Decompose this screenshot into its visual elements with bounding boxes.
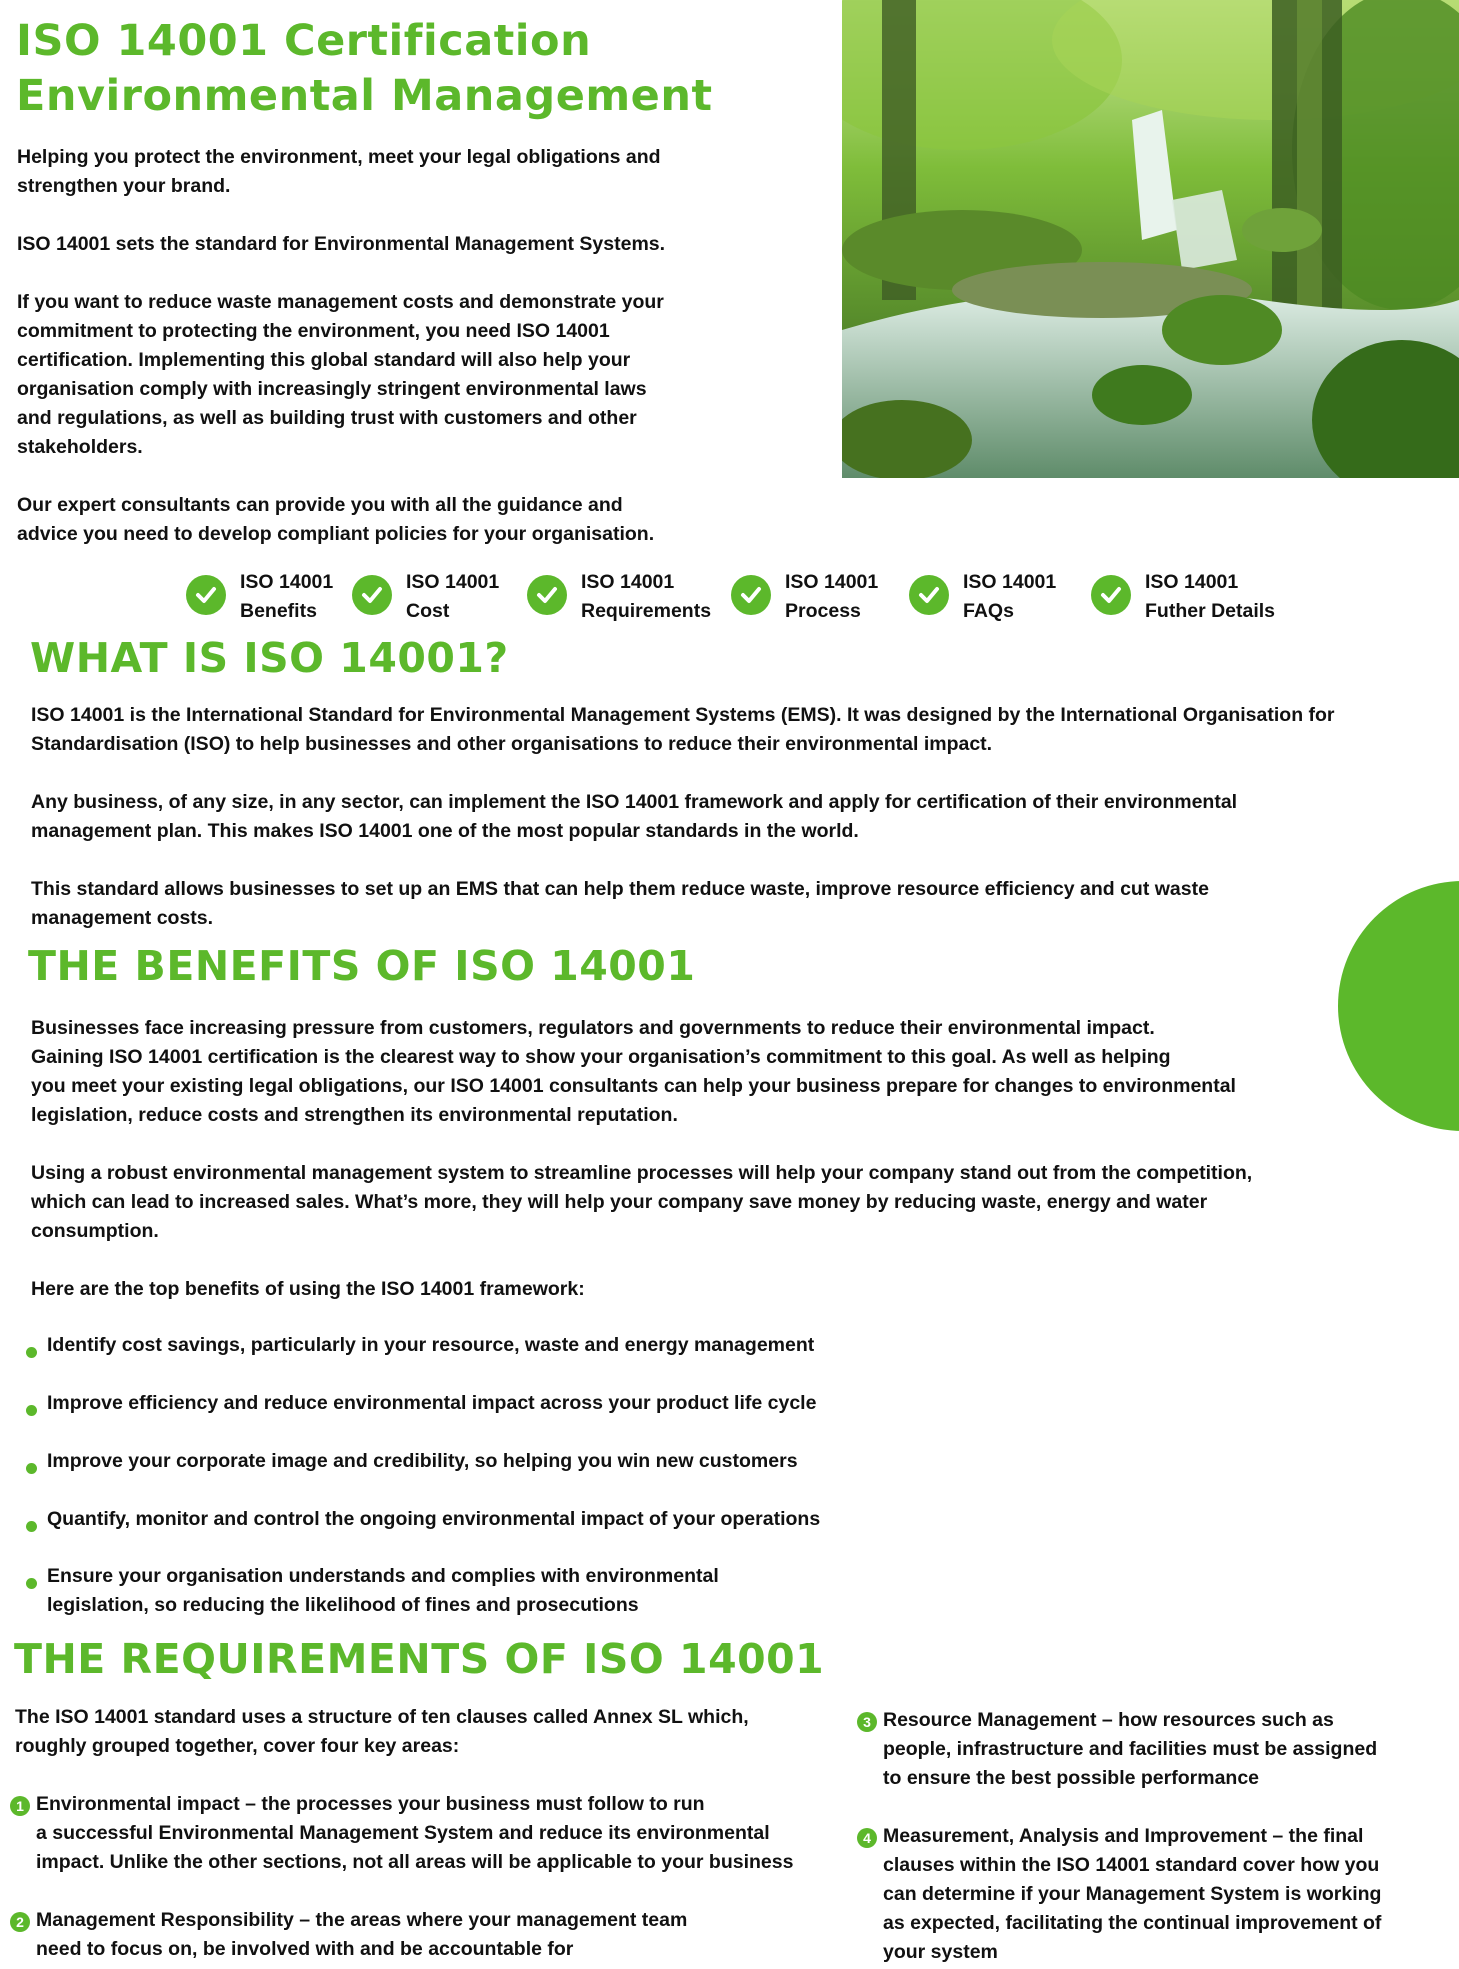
requirement-item xyxy=(857,1706,1377,1793)
check-icon xyxy=(909,575,949,615)
intro-paragraph: Our expert consultants can provide you with all the guidance and advice you need to develop compliant policies for your organisation. xyxy=(17,494,655,545)
what-is-paragraph: This standard allows businesses to set up an EMS that can help them reduce waste, improve resource efficiency and cut waste management costs. xyxy=(31,878,1209,929)
nav-item-process[interactable] xyxy=(731,568,878,626)
nav-item-label: ISO 14001 Requirements xyxy=(581,571,712,622)
check-icon xyxy=(527,575,567,615)
benefits-paragraph: Businesses face increasing pressure from customers, regulators and governments to reduce their environmental impact. Gaining ISO 14001 certification is the clearest way to show your organisation’s commitment to this goal. As well as helping you meet your existing legal obligations, our ISO 14001 consultants can help your business prepare for changes to environmental legislation, reduce costs and strengthen its environmental reputation. xyxy=(31,1017,1236,1126)
requirement-text: Measurement, Analysis and Improvement – the final clauses within the ISO 14001 standard cover how you can determine if your Management System is working as expected, facilitating the continual improvement of your system xyxy=(883,1825,1382,1963)
requirement-item xyxy=(10,1906,687,1964)
intro-paragraph: ISO 14001 sets the standard for Environmental Management Systems. xyxy=(17,233,666,255)
what-is-paragraph: Any business, of any size, in any sector, can implement the ISO 14001 framework and apply for certification of their environmental management plan. This makes ISO 14001 one of the most popular standards in the world. xyxy=(31,791,1238,842)
benefits-heading: THE BENEFITS OF ISO 14001 xyxy=(28,942,696,990)
requirement-text: Resource Management – how resources such as people, infrastructure and facilities must be assigned to ensure the best possible performance xyxy=(883,1709,1378,1789)
list-item xyxy=(26,1447,798,1476)
what-is-section xyxy=(31,701,1451,933)
bullet-dot-icon xyxy=(26,1405,37,1416)
title-line-2: Environmental Management xyxy=(16,71,713,121)
nav-item-cost[interactable] xyxy=(352,568,499,626)
bullet-dot-icon xyxy=(26,1463,37,1474)
number-4-icon: 4 xyxy=(857,1828,877,1848)
requirement-text: Management Responsibility – the areas where your management team need to focus on, be involved with and be accountable for xyxy=(36,1909,688,1960)
number-2-icon: 2 xyxy=(10,1912,30,1932)
nav-item-requirements[interactable] xyxy=(527,568,711,626)
check-icon xyxy=(731,575,771,615)
benefits-section xyxy=(31,1014,1411,1304)
bullet-text: Improve efficiency and reduce environmental impact across your product life cycle xyxy=(47,1392,817,1414)
what-is-heading: WHAT IS ISO 14001? xyxy=(30,634,509,682)
bullet-dot-icon xyxy=(26,1578,37,1589)
bullet-dot-icon xyxy=(26,1347,37,1358)
list-item xyxy=(26,1562,719,1620)
hero-waterfall-image xyxy=(842,0,1459,478)
number-1-icon: 1 xyxy=(10,1796,30,1816)
what-is-paragraph: ISO 14001 is the International Standard for Environmental Management Systems (EMS). It was designed by the International Organisation for Standardisation (ISO) to help businesses and other organisations to reduce their environmental impact. xyxy=(31,704,1335,755)
requirement-item xyxy=(857,1822,1381,1967)
requirement-text: Environmental impact – the processes your business must follow to run a successful Environmental Management System and reduce its environmental impact. Unlike the other sections, not all areas will be applicable to your business xyxy=(36,1793,794,1873)
list-item xyxy=(26,1331,814,1360)
intro-paragraph: If you want to reduce waste management costs and demonstrate your commitment to protecting the environment, you need ISO 14001 certification. Implementing this global standard will also help your organisation comply with increasingly stringent environmental laws and regulations, as well as building trust with customers and other stakeholders. xyxy=(17,291,664,458)
nav-item-faqs[interactable] xyxy=(909,568,1056,626)
nav-item-label: ISO 14001 Cost xyxy=(406,571,500,622)
benefits-paragraph: Here are the top benefits of using the ISO 14001 framework: xyxy=(31,1278,585,1300)
nav-item-benefits[interactable] xyxy=(186,568,333,626)
intro-section xyxy=(17,143,817,549)
benefits-paragraph: Using a robust environmental management system to streamline processes will help your company stand out from the competition, which can lead to increased sales. What’s more, they will help your company save money by reducing waste, energy and water consumption. xyxy=(31,1162,1253,1242)
section-nav xyxy=(0,568,1459,628)
bullet-text: Improve your corporate image and credibility, so helping you win new customers xyxy=(47,1450,798,1472)
intro-paragraph: Helping you protect the environment, meet your legal obligations and strengthen your brand. xyxy=(17,146,661,197)
check-icon xyxy=(1091,575,1131,615)
bullet-text: Quantify, monitor and control the ongoing environmental impact of your operations xyxy=(47,1508,821,1530)
check-icon xyxy=(352,575,392,615)
nav-item-label: ISO 14001 FAQs xyxy=(963,571,1057,622)
nav-item-further-details[interactable] xyxy=(1091,568,1275,626)
requirements-heading: THE REQUIREMENTS OF ISO 14001 xyxy=(14,1635,825,1683)
nav-item-label: ISO 14001 Benefits xyxy=(240,571,334,622)
page-title xyxy=(16,14,713,124)
list-item xyxy=(26,1389,816,1418)
bullet-dot-icon xyxy=(26,1521,37,1532)
check-icon xyxy=(186,575,226,615)
bullet-text: Ensure your organisation understands and complies with environmental legislation, so reducing the likelihood of fines and prosecutions xyxy=(47,1565,719,1616)
requirements-intro: The ISO 14001 standard uses a structure of ten clauses called Annex SL which, roughly grouped together, cover four key areas: xyxy=(15,1706,749,1757)
requirement-item xyxy=(10,1790,793,1877)
title-line-1: ISO 14001 Certification xyxy=(16,16,592,66)
nav-item-label: ISO 14001 Futher Details xyxy=(1145,571,1276,622)
nav-item-label: ISO 14001 Process xyxy=(785,571,879,622)
number-3-icon: 3 xyxy=(857,1712,877,1732)
bullet-text: Identify cost savings, particularly in your resource, waste and energy management xyxy=(47,1334,815,1356)
list-item xyxy=(26,1505,820,1534)
